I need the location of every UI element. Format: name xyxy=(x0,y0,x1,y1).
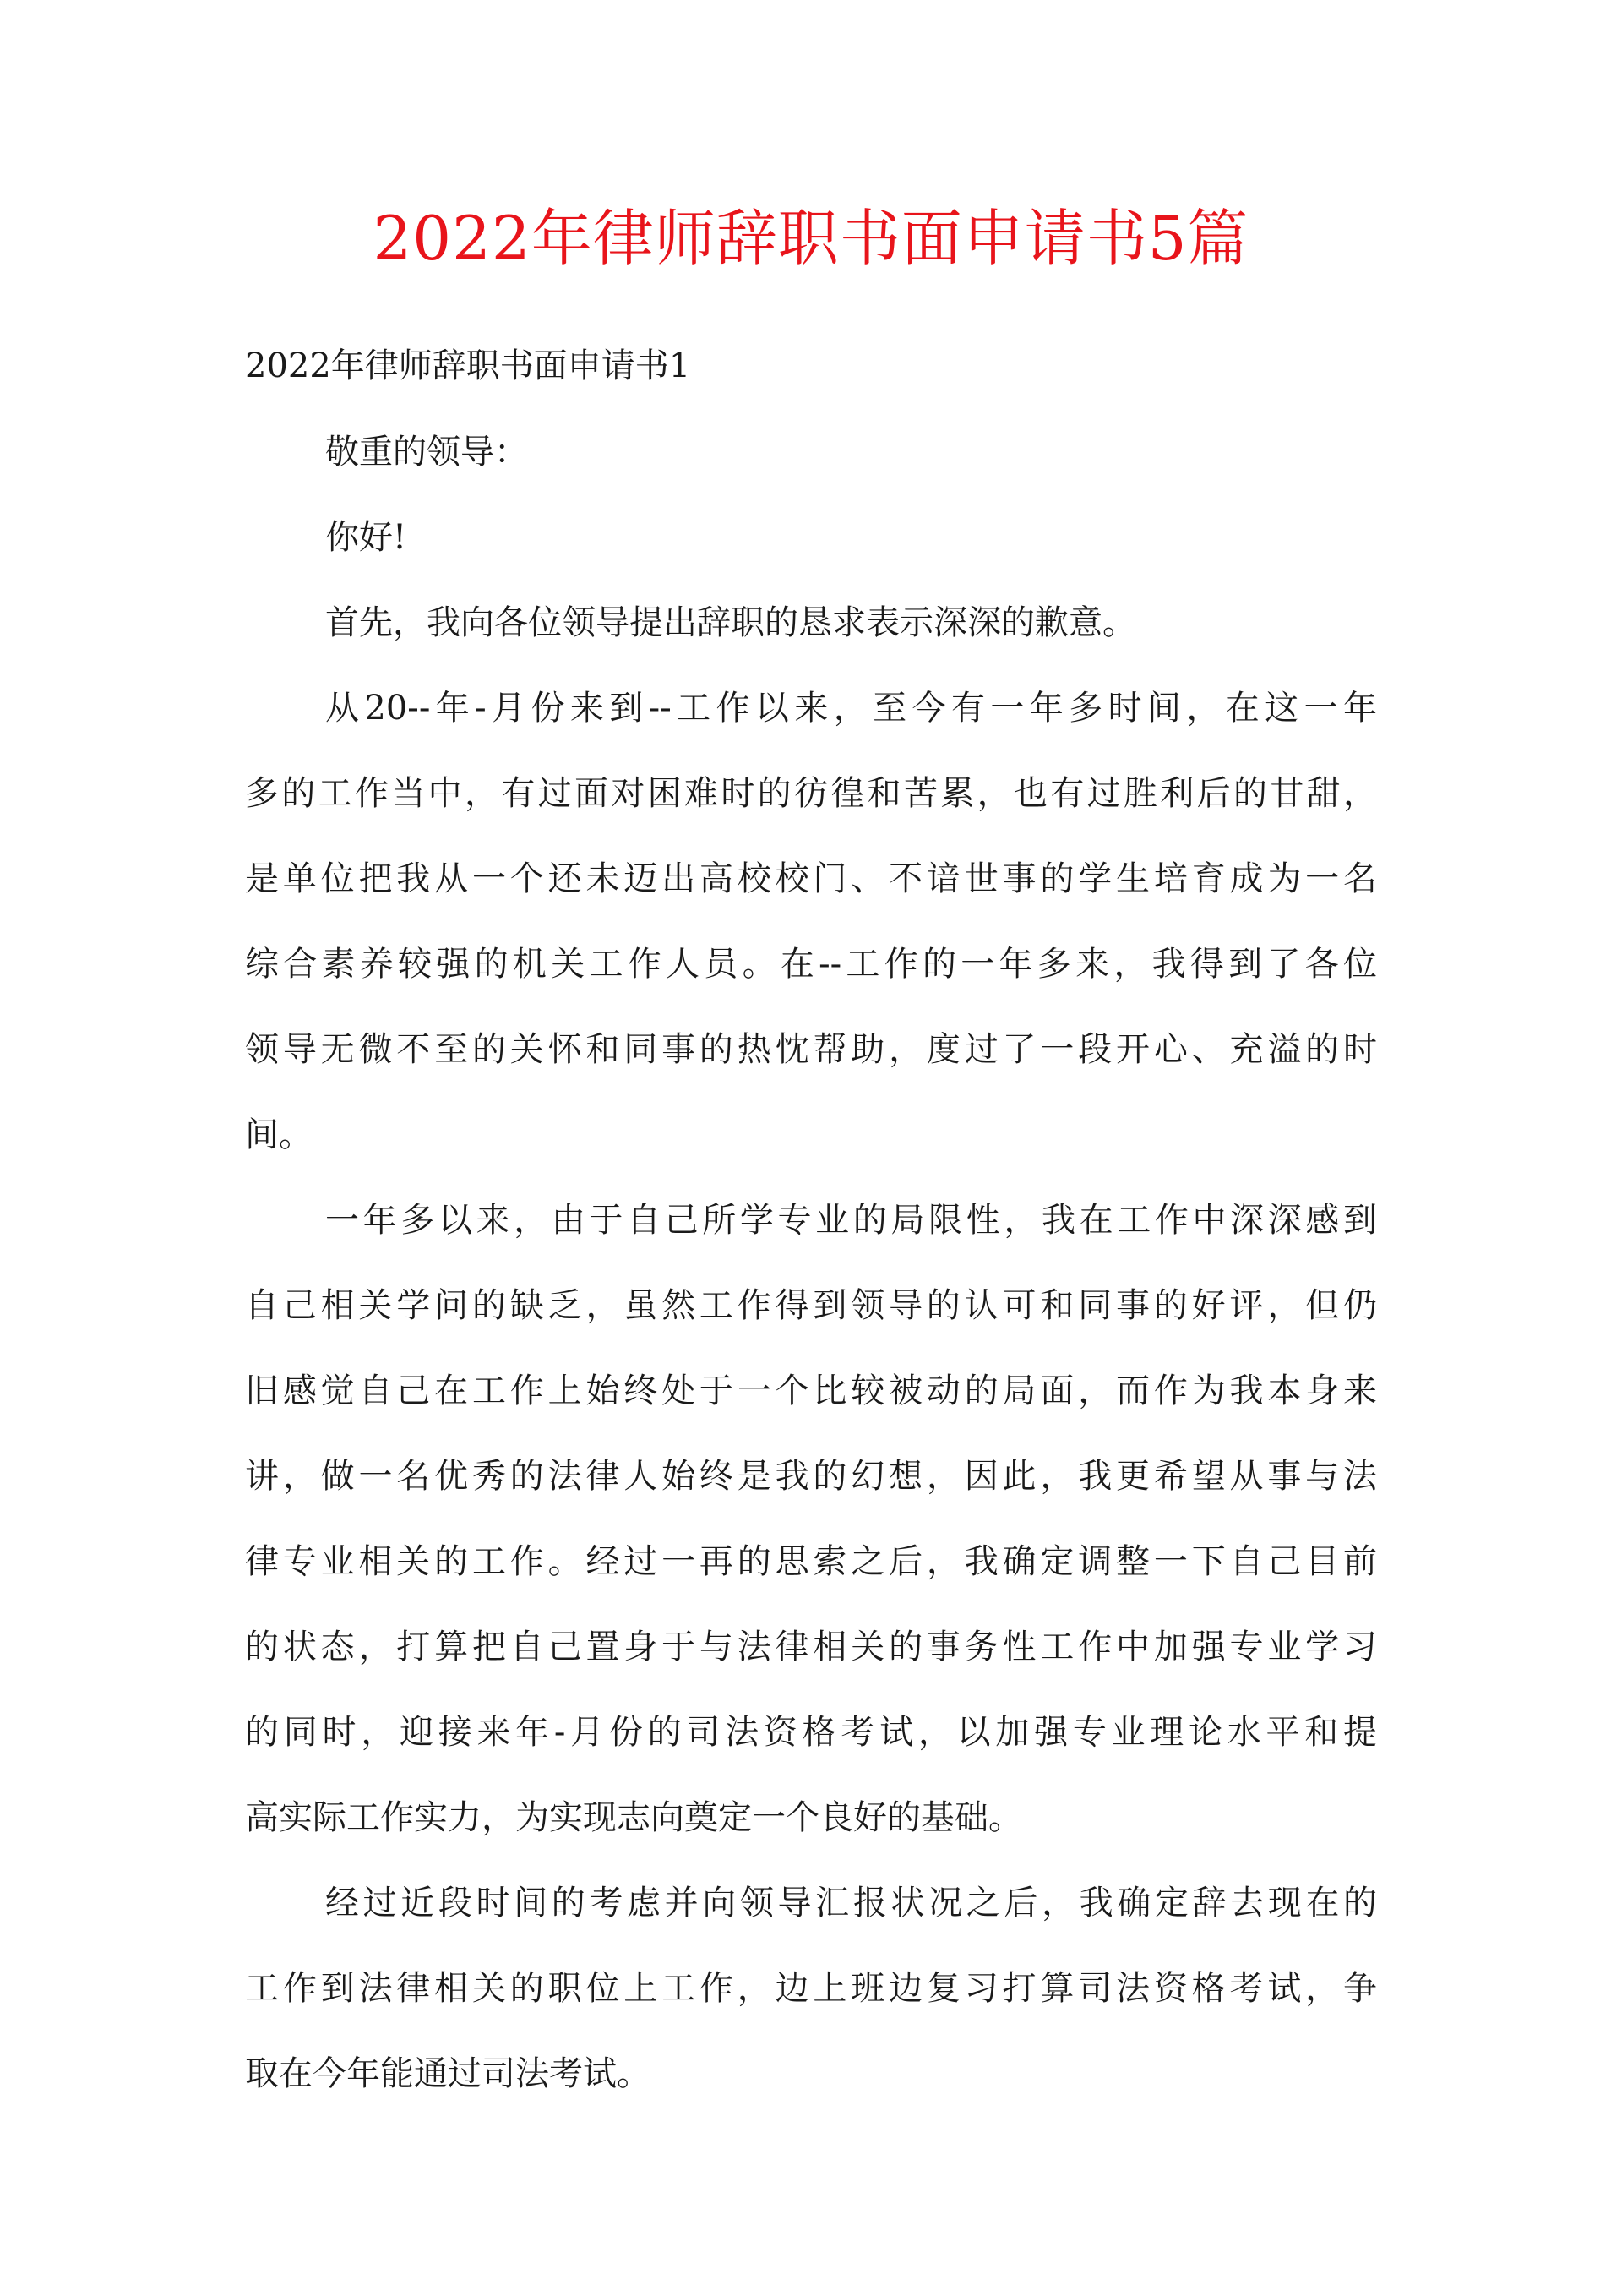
paragraph-line: 领导无微不至的关怀和同事的热忱帮助，度过了一段开心、充溢的时 xyxy=(245,1030,1377,1069)
paragraph-line: 律专业相关的工作。经过一再的思索之后，我确定调整一下自己目前 xyxy=(245,1542,1377,1581)
paragraph-line: 的同时，迎接来年-月份的司法资格考试，以加强专业理论水平和提 xyxy=(245,1713,1377,1752)
paragraph-line: 一年多以来，由于自己所学专业的局限性，我在工作中深深感到 xyxy=(325,1201,1377,1240)
paragraph-line: 取在今年能通过司法考试。 xyxy=(245,2054,650,2093)
paragraph-line: 讲，做一名优秀的法律人始终是我的幻想，因此，我更希望从事与法 xyxy=(245,1457,1377,1496)
paragraph-line: 高实际工作实力，为实现志向奠定一个良好的基础。 xyxy=(245,1798,1022,1837)
paragraph-line: 的状态，打算把自己置身于与法律相关的事务性工作中加强专业学习 xyxy=(245,1628,1377,1666)
paragraph-line: 自己相关学问的缺乏，虽然工作得到领导的认可和同事的好评，但仍 xyxy=(245,1286,1377,1325)
paragraph-line: 工作到法律相关的职位上工作，边上班边复习打算司法资格考试，争 xyxy=(245,1969,1377,2008)
paragraph-line: 从20--年-月份来到--工作以来，至今有一年多时间，在这一年 xyxy=(325,689,1377,728)
greeting: 你好! xyxy=(325,518,407,557)
paragraph-line: 间。 xyxy=(245,1115,313,1154)
document-title: 2022年律师辞职书面申请书5篇 xyxy=(373,203,1249,274)
paragraph-line: 多的工作当中，有过面对困难时的彷徨和苦累，也有过胜利后的甘甜， xyxy=(245,774,1377,813)
paragraph-line: 首先，我向各位领导提出辞职的恳求表示深深的歉意。 xyxy=(325,603,1136,642)
section-heading: 2022年律师辞职书面申请书1 xyxy=(245,346,691,385)
paragraph-line: 经过近段时间的考虑并向领导汇报状况之后，我确定辞去现在的 xyxy=(325,1884,1377,1922)
salutation: 敬重的领导： xyxy=(325,433,528,472)
paragraph-line: 综合素养较强的机关工作人员。在--工作的一年多来，我得到了各位 xyxy=(245,945,1377,984)
paragraph-line: 旧感觉自己在工作上始终处于一个比较被动的局面，而作为我本身来 xyxy=(245,1372,1377,1410)
paragraph-line: 是单位把我从一个还未迈出高校校门、不谙世事的学生培育成为一名 xyxy=(245,859,1377,898)
